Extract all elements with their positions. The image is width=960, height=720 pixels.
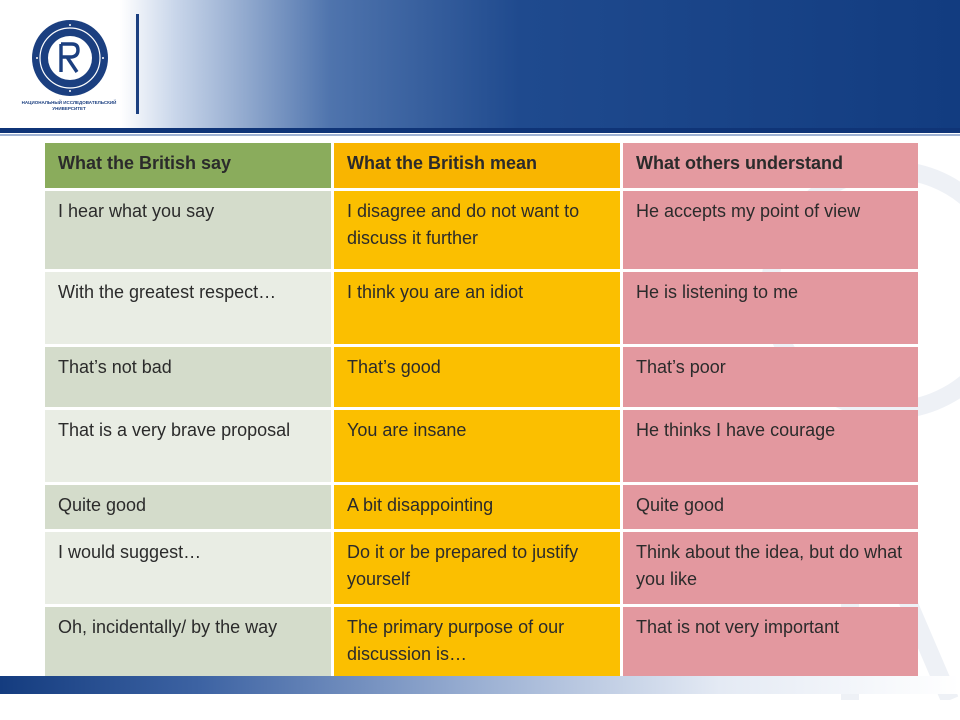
cell-british-mean: The primary purpose of our discussion is… (334, 607, 620, 679)
footer-bar (0, 676, 960, 694)
table-row (45, 532, 918, 604)
column-header-british-mean: What the British mean (334, 143, 620, 188)
cell-british-say: That is a very brave proposal (45, 410, 331, 482)
cell-british-mean: That’s good (334, 347, 620, 407)
header-rule-thin (0, 134, 960, 136)
cell-british-mean: A bit disappointing (334, 485, 620, 529)
table-header-row (45, 143, 918, 188)
header-divider (136, 14, 139, 114)
header-rule (0, 128, 960, 133)
table-row (45, 272, 918, 344)
university-logo (10, 12, 128, 120)
table-row (45, 607, 918, 679)
cell-british-say: With the greatest respect… (45, 272, 331, 344)
cell-british-mean: You are insane (334, 410, 620, 482)
cell-others-understand: He accepts my point of view (623, 191, 918, 269)
logo-caption (10, 100, 128, 112)
cell-others-understand: That is not very important (623, 607, 918, 679)
table-row (45, 410, 918, 482)
table-row (45, 485, 918, 529)
header-banner (0, 0, 960, 128)
column-header-british-say: What the British say (45, 143, 331, 188)
cell-british-mean: I disagree and do not want to discuss it further (334, 191, 620, 269)
cell-others-understand: That’s poor (623, 347, 918, 407)
cell-british-say: I hear what you say (45, 191, 331, 269)
cell-british-say: Quite good (45, 485, 331, 529)
logo-caption-line2: УНИВЕРСИТЕТ (52, 106, 86, 111)
table-row (45, 191, 918, 269)
hse-emblem-icon (32, 20, 108, 96)
cell-british-say: That’s not bad (45, 347, 331, 407)
cell-british-mean: I think you are an idiot (334, 272, 620, 344)
cell-others-understand: Quite good (623, 485, 918, 529)
cell-others-understand: Think about the idea, but do what you like (623, 532, 918, 604)
cell-british-mean: Do it or be prepared to justify yourself (334, 532, 620, 604)
table-row (45, 347, 918, 407)
logo-caption-line1: НАЦИОНАЛЬНЫЙ ИССЛЕДОВАТЕЛЬСКИЙ (21, 100, 117, 105)
cell-others-understand: He thinks I have courage (623, 410, 918, 482)
cell-british-say: I would suggest… (45, 532, 331, 604)
cell-others-understand: He is listening to me (623, 272, 918, 344)
communication-table (42, 140, 921, 682)
column-header-others-understand: What others understand (623, 143, 918, 188)
cell-british-say: Oh, incidentally/ by the way (45, 607, 331, 679)
